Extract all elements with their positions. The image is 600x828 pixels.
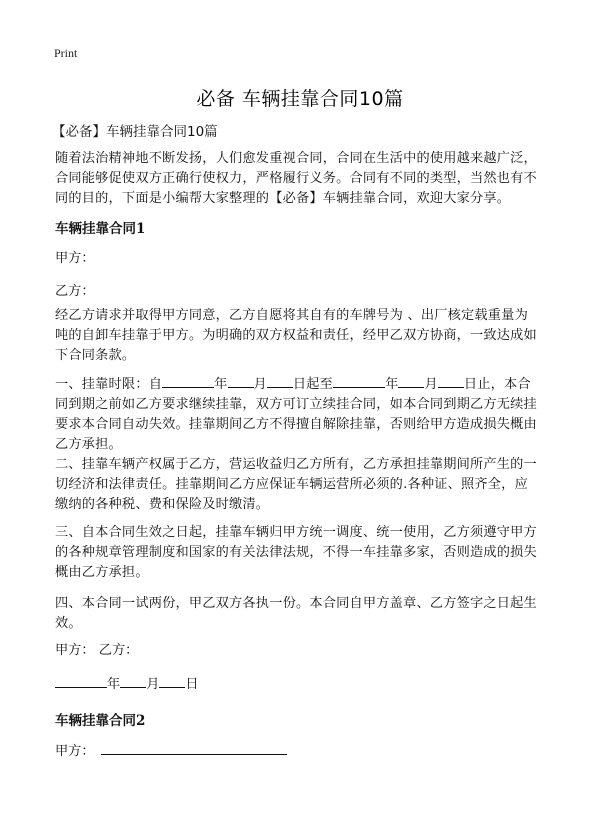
- clause-text: 日止，本合: [463, 377, 531, 392]
- clause-line: 四、本合同一试两份，甲乙双方各执一份。本合同自甲方盖章、乙方签字之日起生: [55, 596, 537, 611]
- blank-end-month: [398, 374, 424, 388]
- clause-text: 年: [214, 377, 228, 392]
- signature-date-line: [55, 674, 199, 695]
- clause-line: 乙方承担。: [55, 437, 122, 452]
- signature-line: 甲方： 乙方：: [55, 643, 139, 658]
- contract-2-party-a-line: [55, 741, 287, 762]
- intro-paragraph: [55, 149, 555, 209]
- date-text: 日: [185, 677, 199, 692]
- blank-sign-month: [120, 674, 146, 688]
- document-title: 必备 车辆挂靠合同10篇: [196, 88, 404, 110]
- blank-start-month: [228, 374, 254, 388]
- date-text: 年: [107, 677, 121, 692]
- blank-party-a: [101, 741, 287, 755]
- blank-end-year: [333, 374, 385, 388]
- intro-line: 合同能够促使双方正确行使权力，严格履行义务。合同有不同的类型，当然也有不: [55, 171, 537, 186]
- blank-sign-day: [159, 674, 185, 688]
- party-a-label: 甲方：: [55, 744, 95, 759]
- intro-line: 同的目的，下面是小编帮大家整理的【必备】车辆挂靠合同，欢迎大家分享。: [55, 191, 511, 206]
- blank-end-day: [438, 374, 464, 388]
- clause-line: 的各种规章管理制度和国家的有关法律法规，不得一车挂靠多家，否则造成的损失: [55, 545, 537, 560]
- section-heading-contract-1: 车辆挂靠合同1: [55, 221, 146, 237]
- document-subtitle: 【必备】车辆挂靠合同10篇: [52, 124, 218, 140]
- clause-line: 要求本合同自动失效。挂靠期间乙方不得擅自解除挂靠，否则给甲方造成损失概由: [55, 417, 537, 432]
- clause-line: 同到期之前如乙方要求继续挂靠，双方可订立续挂合同，如本合同到期乙方无续挂: [55, 397, 537, 412]
- preamble-line: 吨的自卸车挂靠于甲方。为明确的双方权益和责任，经甲乙双方协商，一致达成如: [55, 328, 537, 343]
- party-b-label: 乙方：: [55, 284, 95, 299]
- preamble-paragraph: [55, 306, 555, 366]
- section-heading-contract-2: 车辆挂靠合同2: [55, 713, 146, 729]
- clause-line: 概由乙方承担。: [55, 565, 149, 580]
- clause-3-paragraph: [55, 523, 555, 583]
- blank-sign-year: [55, 674, 107, 688]
- blank-start-day: [267, 374, 293, 388]
- clause-line: 二、挂靠车辆产权属于乙方，营运收益归乙方所有，乙方承担挂靠期间所产生的一: [55, 457, 537, 472]
- clause-line: 效。: [55, 616, 82, 631]
- print-label[interactable]: Print: [54, 46, 78, 60]
- clause-line: 三、自本合同生效之日起，挂靠车辆归甲方统一调度、统一使用，乙方须遵守甲方: [55, 525, 537, 540]
- clause-text: 日起至: [292, 377, 334, 392]
- clause-1-first-line: [55, 374, 555, 395]
- preamble-line: 下合同条款。: [55, 348, 136, 363]
- clause-text: 月: [424, 377, 438, 392]
- clause-line: 缴纳的各种税、费和保险及时缴清。: [55, 497, 270, 512]
- clause-1-paragraph: [55, 374, 555, 455]
- date-text: 月: [146, 677, 160, 692]
- clause-line: 切经济和法律责任。挂靠期间乙方应保证车辆运营所必须的.各种证、照齐全，应: [55, 477, 528, 492]
- clause-text: 一、挂靠时限：自: [55, 377, 163, 392]
- clause-2-paragraph: [55, 455, 555, 515]
- clause-4-paragraph: [55, 594, 555, 634]
- blank-start-year: [162, 374, 214, 388]
- clause-text: 年: [385, 377, 399, 392]
- preamble-line: 经乙方请求并取得甲方同意，乙方自愿将其自有的车牌号为 、出厂核定载重量为: [55, 308, 528, 323]
- intro-line: 随着法治精神地不断发扬，人们愈发重视合同，合同在生活中的使用越来越广泛，: [55, 151, 537, 166]
- party-a-label: 甲方：: [55, 251, 95, 266]
- clause-text: 月: [253, 377, 267, 392]
